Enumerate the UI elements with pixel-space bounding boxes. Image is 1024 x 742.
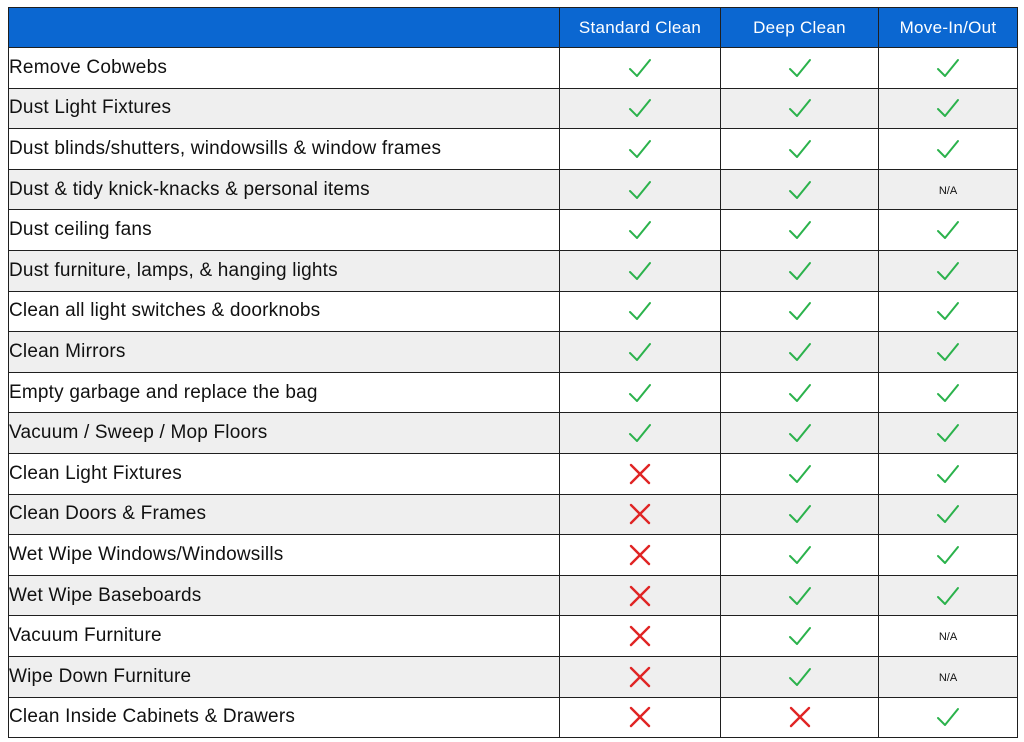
standard-clean-cell <box>560 616 721 657</box>
task-label: Clean all light switches & doorknobs <box>9 291 560 332</box>
check-icon <box>788 665 812 689</box>
check-icon <box>936 543 960 567</box>
header-task-column <box>9 8 560 48</box>
standard-clean-cell <box>560 656 721 697</box>
deep-clean-cell <box>721 616 879 657</box>
task-label: Clean Doors & Frames <box>9 494 560 535</box>
task-label: Wet Wipe Baseboards <box>9 575 560 616</box>
task-label: Dust Light Fixtures <box>9 88 560 129</box>
check-icon <box>788 381 812 405</box>
move-in-out-cell <box>879 413 1018 454</box>
deep-clean-cell <box>721 332 879 373</box>
check-icon <box>936 421 960 445</box>
task-label: Empty garbage and replace the bag <box>9 372 560 413</box>
deep-clean-cell <box>721 575 879 616</box>
cross-icon <box>629 625 651 647</box>
deep-clean-cell <box>721 88 879 129</box>
standard-clean-cell <box>560 48 721 89</box>
task-label: Dust furniture, lamps, & hanging lights <box>9 250 560 291</box>
check-icon <box>936 462 960 486</box>
deep-clean-cell <box>721 413 879 454</box>
check-icon <box>628 299 652 323</box>
task-label: Dust ceiling fans <box>9 210 560 251</box>
check-icon <box>936 381 960 405</box>
check-icon <box>628 340 652 364</box>
standard-clean-cell <box>560 453 721 494</box>
service-comparison-table <box>8 7 1018 738</box>
move-in-out-cell <box>879 535 1018 576</box>
move-in-out-cell <box>879 250 1018 291</box>
cross-icon <box>629 666 651 688</box>
table-row <box>9 129 1018 170</box>
deep-clean-cell <box>721 494 879 535</box>
check-icon <box>788 340 812 364</box>
check-icon <box>936 259 960 283</box>
table-row <box>9 210 1018 251</box>
task-label: Vacuum Furniture <box>9 616 560 657</box>
deep-clean-cell <box>721 129 879 170</box>
cleaning-comparison-page <box>8 7 1017 738</box>
move-in-out-cell <box>879 494 1018 535</box>
table-header <box>9 8 1018 48</box>
table-body <box>9 48 1018 738</box>
deep-clean-cell <box>721 372 879 413</box>
check-icon <box>788 218 812 242</box>
table-row <box>9 250 1018 291</box>
table-row <box>9 616 1018 657</box>
deep-clean-cell <box>721 250 879 291</box>
check-icon <box>788 462 812 486</box>
check-icon <box>628 178 652 202</box>
check-icon <box>788 96 812 120</box>
table-row <box>9 372 1018 413</box>
table-row <box>9 656 1018 697</box>
move-in-out-cell <box>879 332 1018 373</box>
cross-icon <box>629 585 651 607</box>
move-in-out-cell <box>879 616 1018 657</box>
check-icon <box>628 218 652 242</box>
header-row <box>9 8 1018 48</box>
not-applicable-label: N/A <box>938 671 958 684</box>
cross-icon <box>629 463 651 485</box>
check-icon <box>628 381 652 405</box>
check-icon <box>788 178 812 202</box>
check-icon <box>936 340 960 364</box>
task-label: Clean Light Fixtures <box>9 453 560 494</box>
deep-clean-cell <box>721 48 879 89</box>
table-row <box>9 169 1018 210</box>
standard-clean-cell <box>560 291 721 332</box>
header-standard-clean: Standard Clean <box>560 8 721 48</box>
standard-clean-cell <box>560 129 721 170</box>
check-icon <box>628 421 652 445</box>
move-in-out-cell <box>879 129 1018 170</box>
check-icon <box>788 259 812 283</box>
cross-icon <box>789 706 811 728</box>
check-icon <box>788 421 812 445</box>
check-icon <box>936 137 960 161</box>
task-label: Vacuum / Sweep / Mop Floors <box>9 413 560 454</box>
table-row <box>9 535 1018 576</box>
check-icon <box>788 543 812 567</box>
standard-clean-cell <box>560 697 721 738</box>
task-label: Dust blinds/shutters, windowsills & window frames <box>9 129 560 170</box>
standard-clean-cell <box>560 332 721 373</box>
standard-clean-cell <box>560 494 721 535</box>
standard-clean-cell <box>560 372 721 413</box>
check-icon <box>936 56 960 80</box>
deep-clean-cell <box>721 291 879 332</box>
move-in-out-cell <box>879 372 1018 413</box>
table-row <box>9 413 1018 454</box>
table-row <box>9 575 1018 616</box>
task-label: Dust & tidy knick-knacks & personal items <box>9 169 560 210</box>
table-row <box>9 494 1018 535</box>
table-row <box>9 453 1018 494</box>
not-applicable-label: N/A <box>938 631 958 644</box>
move-in-out-cell <box>879 575 1018 616</box>
task-label: Wet Wipe Windows/Windowsills <box>9 535 560 576</box>
check-icon <box>628 56 652 80</box>
check-icon <box>788 624 812 648</box>
check-icon <box>788 584 812 608</box>
check-icon <box>628 96 652 120</box>
check-icon <box>628 259 652 283</box>
check-icon <box>788 502 812 526</box>
header-deep-clean: Deep Clean <box>721 8 879 48</box>
move-in-out-cell <box>879 210 1018 251</box>
move-in-out-cell <box>879 656 1018 697</box>
check-icon <box>788 299 812 323</box>
check-icon <box>936 96 960 120</box>
check-icon <box>788 137 812 161</box>
table-row <box>9 48 1018 89</box>
deep-clean-cell <box>721 169 879 210</box>
standard-clean-cell <box>560 575 721 616</box>
move-in-out-cell <box>879 453 1018 494</box>
move-in-out-cell <box>879 169 1018 210</box>
check-icon <box>788 56 812 80</box>
deep-clean-cell <box>721 210 879 251</box>
deep-clean-cell <box>721 656 879 697</box>
table-row <box>9 291 1018 332</box>
check-icon <box>628 137 652 161</box>
move-in-out-cell <box>879 291 1018 332</box>
cross-icon <box>629 706 651 728</box>
move-in-out-cell <box>879 88 1018 129</box>
standard-clean-cell <box>560 535 721 576</box>
check-icon <box>936 502 960 526</box>
task-label: Remove Cobwebs <box>9 48 560 89</box>
standard-clean-cell <box>560 169 721 210</box>
task-label: Clean Inside Cabinets & Drawers <box>9 697 560 738</box>
standard-clean-cell <box>560 413 721 454</box>
check-icon <box>936 584 960 608</box>
cross-icon <box>629 503 651 525</box>
standard-clean-cell <box>560 210 721 251</box>
table-row <box>9 88 1018 129</box>
table-row <box>9 332 1018 373</box>
not-applicable-label: N/A <box>938 184 958 197</box>
table-row <box>9 697 1018 738</box>
deep-clean-cell <box>721 453 879 494</box>
task-label: Wipe Down Furniture <box>9 656 560 697</box>
deep-clean-cell <box>721 535 879 576</box>
check-icon <box>936 299 960 323</box>
move-in-out-cell <box>879 48 1018 89</box>
standard-clean-cell <box>560 250 721 291</box>
cross-icon <box>629 544 651 566</box>
deep-clean-cell <box>721 697 879 738</box>
standard-clean-cell <box>560 88 721 129</box>
header-move-in-out: Move-In/Out <box>879 8 1018 48</box>
check-icon <box>936 218 960 242</box>
check-icon <box>936 705 960 729</box>
move-in-out-cell <box>879 697 1018 738</box>
task-label: Clean Mirrors <box>9 332 560 373</box>
